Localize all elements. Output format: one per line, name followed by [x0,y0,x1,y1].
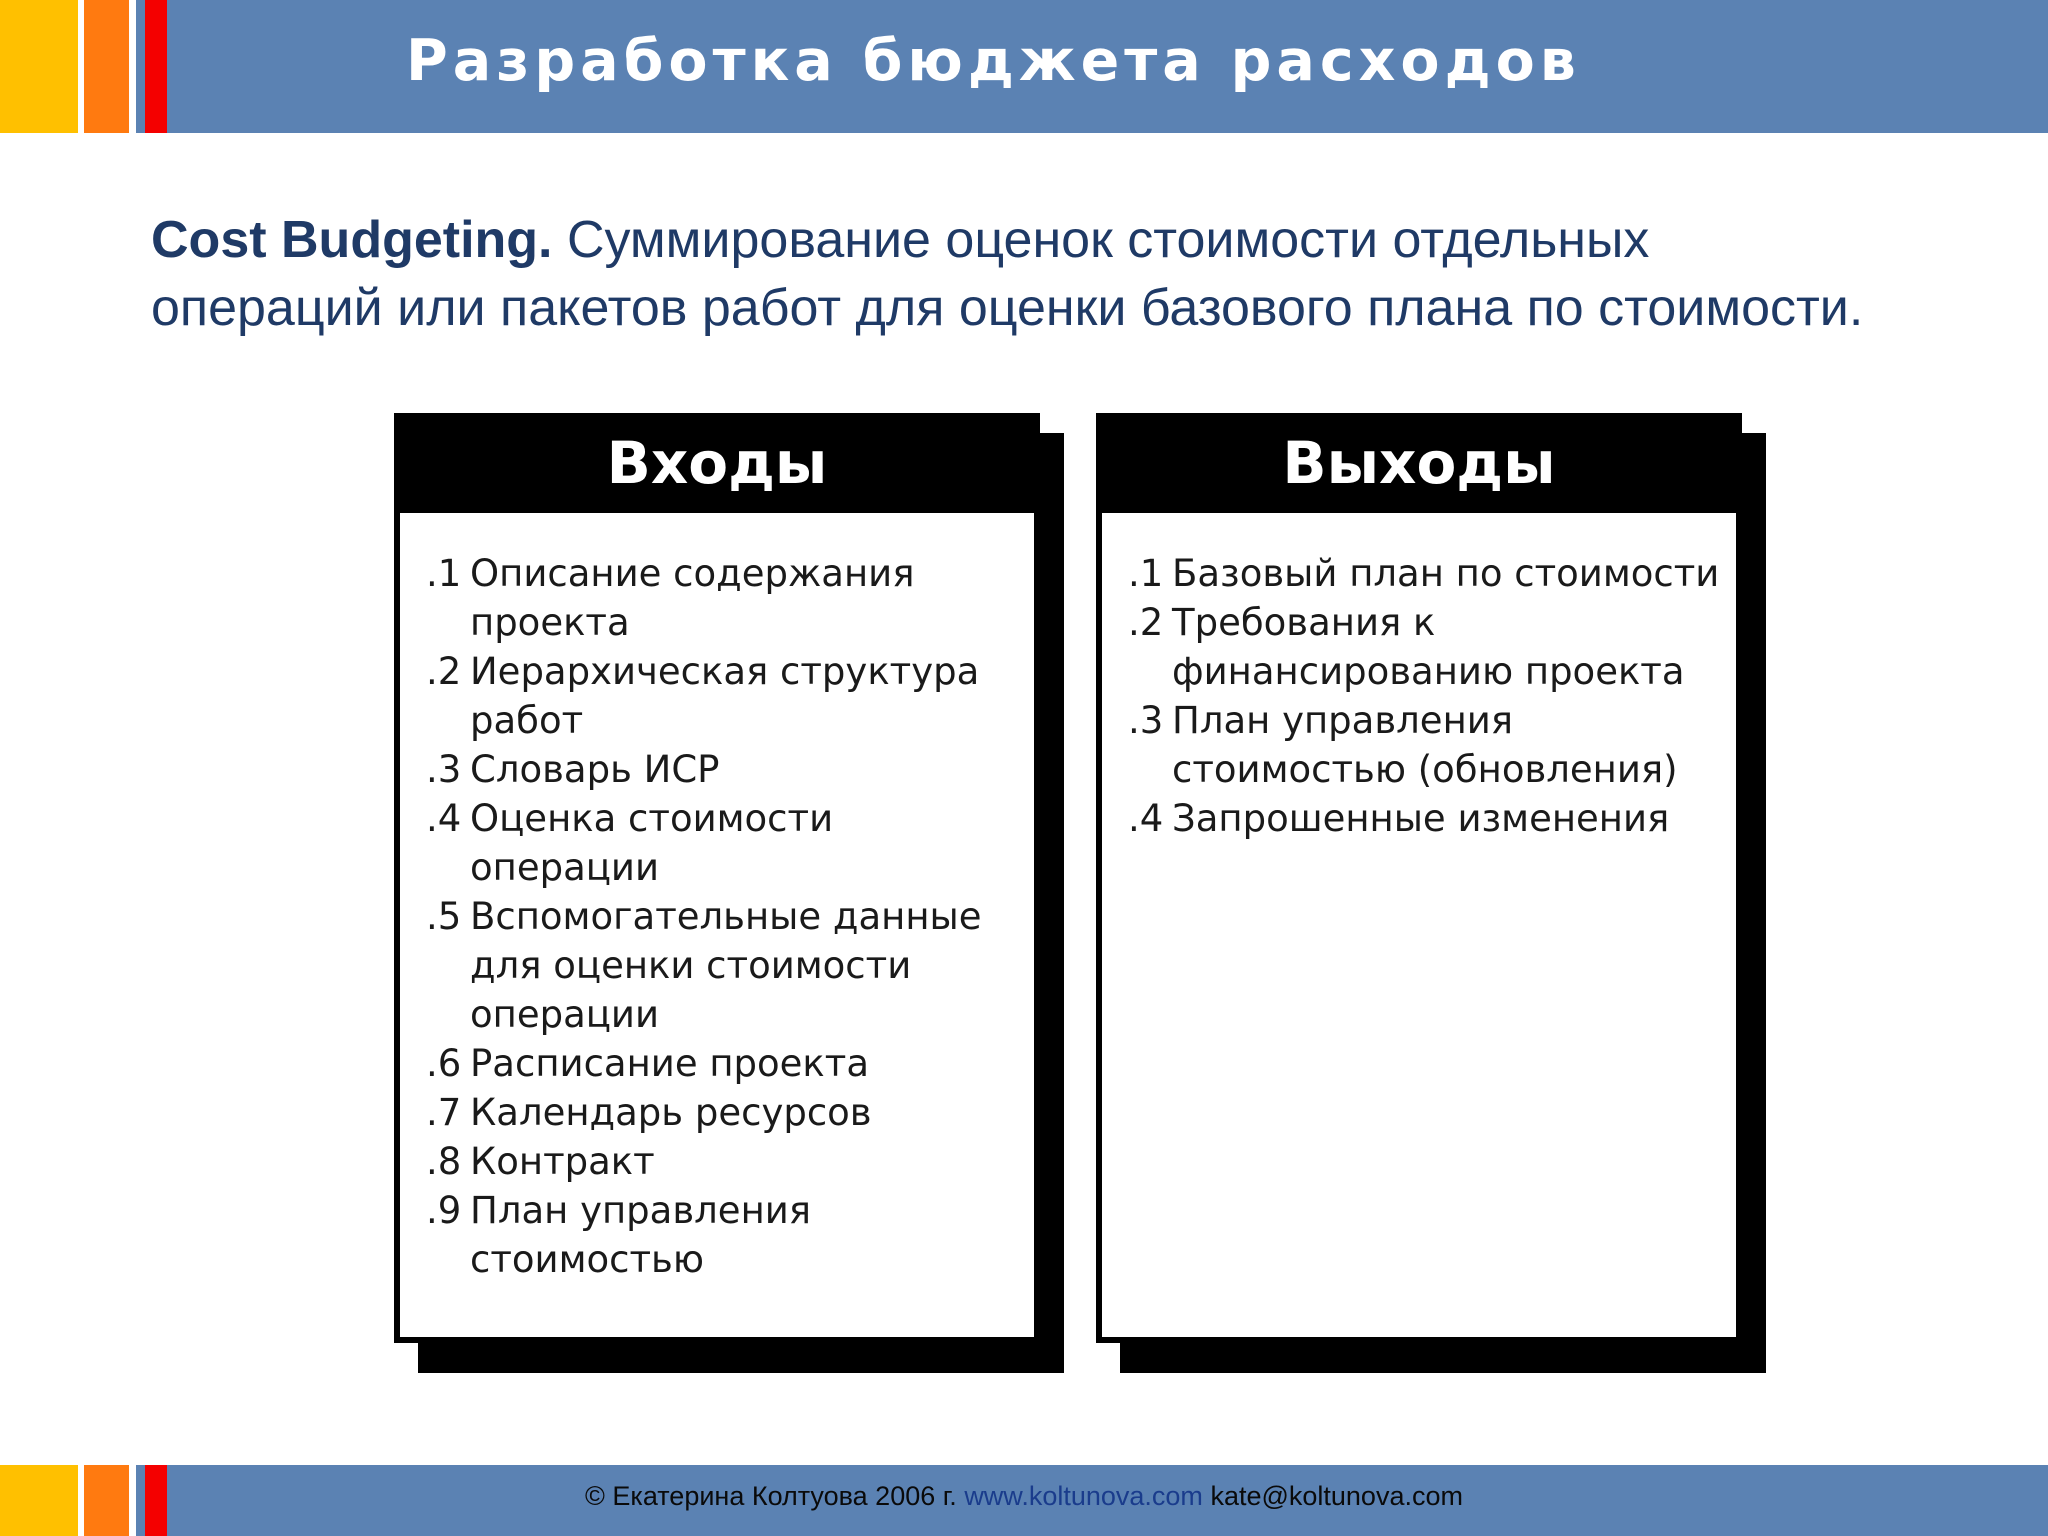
list-item [1128,598,1726,696]
item-text: Запрошенные изменения [1172,797,1670,840]
item-number: .2 [1128,601,1164,644]
list-item [426,647,1024,745]
footer-copyright: © Екатерина Колтуова 2006 г. [585,1481,957,1511]
item-number: .5 [426,895,462,938]
decor-stripe-orange [84,0,129,133]
list-item [426,1137,1024,1186]
definition-term: Cost Budgeting. [151,211,553,269]
definition-paragraph [151,206,1871,342]
item-text: Оценка стоимости операции [470,797,834,889]
inputs-list [426,549,1024,1284]
decor-stripe-gap [129,0,136,133]
item-text: План управления стоимостью (обновления) [1172,699,1678,791]
list-item [1128,696,1726,794]
list-item [426,549,1024,647]
decor-stripe-yellow [0,0,78,133]
item-number: .3 [426,748,462,791]
item-text: Описание содержания проекта [470,552,915,644]
item-text: Календарь ресурсов [470,1091,872,1134]
outputs-body [1102,513,1736,1337]
footer-email[interactable]: kate@koltunova.com [1210,1481,1463,1511]
definition-text: Суммирование оценок стоимости отдельных операций или пакетов работ для оценки базового плана по стоимости. [151,211,1864,337]
footer-website-link[interactable]: www.koltunova.com [964,1481,1203,1511]
footer-text [0,1481,2048,1512]
item-text: Контракт [470,1140,655,1183]
panel-frame [394,413,1040,1343]
list-item [426,892,1024,1039]
item-number: .9 [426,1189,462,1232]
inputs-body [400,513,1034,1337]
inputs-title: Входы [606,429,828,497]
item-number: .1 [1128,552,1164,595]
outputs-list [1128,549,1726,843]
item-number: .6 [426,1042,462,1085]
item-text: Требования к финансированию проекта [1172,601,1685,693]
item-number: .3 [1128,699,1164,742]
slide-title: Разработка бюджета расходов [406,28,1581,94]
panel-frame [1096,413,1742,1343]
header-band [0,0,2048,133]
item-number: .4 [1128,797,1164,840]
footer-band [0,1465,2048,1536]
item-text: Вспомогательные данные для оценки стоимости операции [470,895,982,1036]
list-item [426,794,1024,892]
decor-stripe-red [145,0,167,133]
item-text: План управления стоимостью [470,1189,812,1281]
inputs-panel [394,413,1064,1373]
item-number: .1 [426,552,462,595]
list-item [426,1088,1024,1137]
list-item [1128,549,1726,598]
outputs-panel [1096,413,1766,1373]
item-text: Иерархическая структура работ [470,650,980,742]
decor-stripe-blue [136,0,145,133]
item-number: .8 [426,1140,462,1183]
item-text: Расписание проекта [470,1042,869,1085]
list-item [426,1186,1024,1284]
list-item [426,1039,1024,1088]
item-number: .2 [426,650,462,693]
item-number: .7 [426,1091,462,1134]
outputs-title: Выходы [1282,429,1556,497]
list-item [426,745,1024,794]
item-number: .4 [426,797,462,840]
item-text: Базовый план по стоимости [1172,552,1720,595]
item-text: Словарь ИСР [470,748,720,791]
list-item [1128,794,1726,843]
